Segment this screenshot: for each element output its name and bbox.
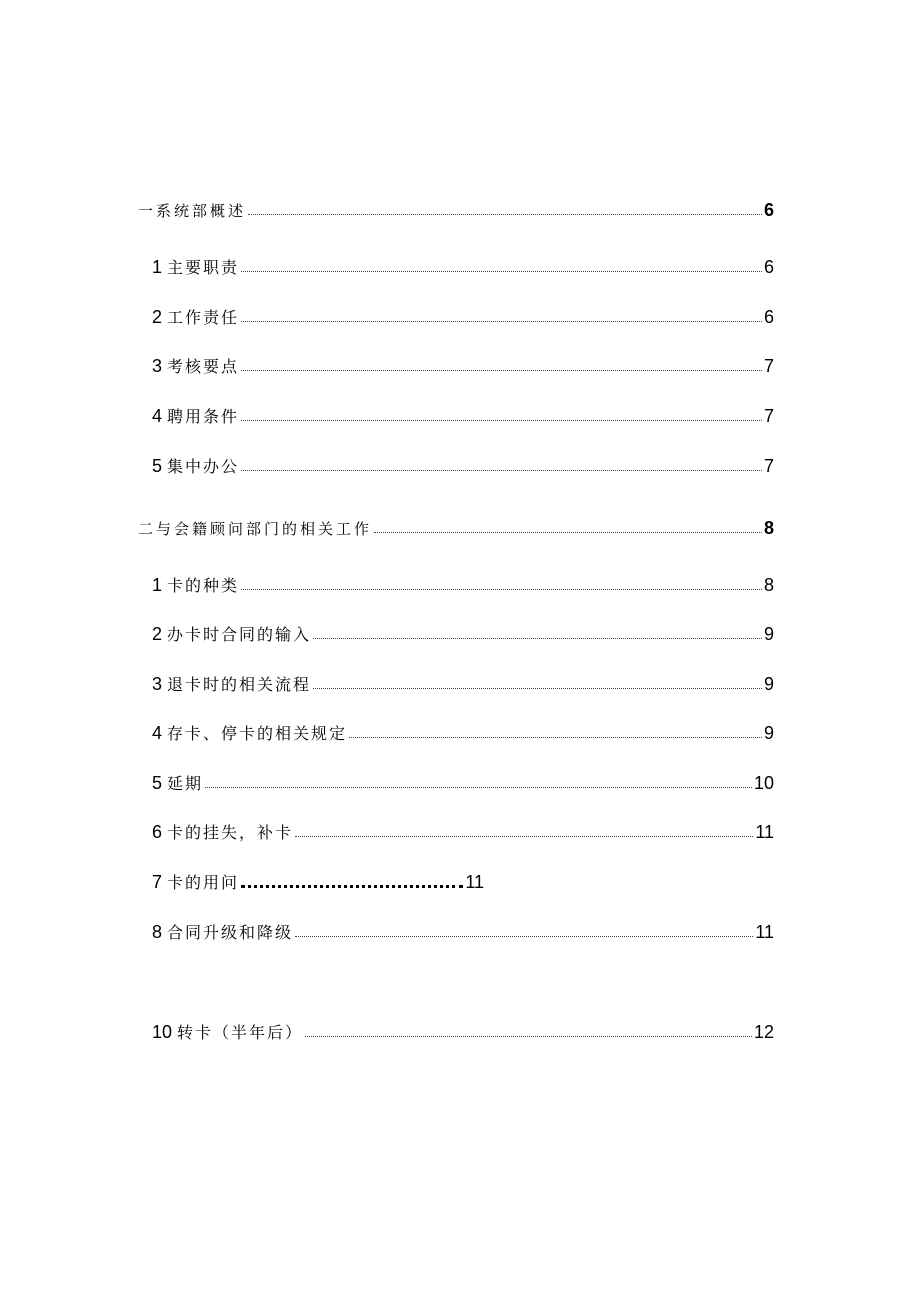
leader-dots bbox=[248, 214, 762, 215]
leader-dots bbox=[241, 885, 463, 888]
toc-entry-page: 9 bbox=[763, 624, 774, 644]
toc-entry[interactable] bbox=[152, 818, 774, 846]
toc-entry-title: 工作责任 bbox=[167, 308, 240, 327]
leader-dots bbox=[374, 532, 762, 533]
toc-entry-page: 11 bbox=[755, 822, 774, 842]
toc-entry-number: 4 bbox=[152, 723, 163, 743]
toc-entry[interactable] bbox=[138, 196, 774, 224]
toc-entry-page: 11 bbox=[465, 872, 484, 892]
toc-entry-number: 7 bbox=[152, 872, 163, 892]
toc-entry-page: 10 bbox=[753, 773, 774, 793]
toc-entry-number: 5 bbox=[152, 773, 163, 793]
leader-dots bbox=[313, 638, 762, 639]
toc-entry-title: 一系统部概述 bbox=[138, 202, 247, 220]
toc-entry-number: 8 bbox=[152, 922, 163, 942]
toc-entry-title: 卡的挂失，补卡 bbox=[167, 823, 294, 842]
toc-entry-title: 存卡、停卡的相关规定 bbox=[167, 724, 348, 743]
toc-entry-title: 转卡（半年后） bbox=[177, 1023, 304, 1042]
toc-entry-number: 1 bbox=[152, 575, 163, 595]
toc-entry-number: 10 bbox=[152, 1022, 173, 1042]
toc-entry-page: 6 bbox=[763, 307, 774, 327]
toc-entry-number: 3 bbox=[152, 356, 163, 376]
toc-entry[interactable] bbox=[152, 303, 774, 331]
toc-entry[interactable] bbox=[152, 918, 774, 946]
toc-entry[interactable] bbox=[152, 620, 774, 648]
toc-entry-title: 合同升级和降级 bbox=[167, 923, 294, 942]
toc-entry-title: 办卡时合同的输入 bbox=[167, 625, 312, 644]
leader-dots bbox=[295, 836, 753, 837]
toc-entry[interactable] bbox=[152, 719, 774, 747]
toc-entry-title: 卡的种类 bbox=[167, 576, 240, 595]
toc-entry-page: 8 bbox=[763, 575, 774, 595]
toc-entry-page: 8 bbox=[763, 518, 774, 538]
toc-entry-number: 2 bbox=[152, 624, 163, 644]
toc-entry-number: 6 bbox=[152, 822, 163, 842]
toc-entry-page: 6 bbox=[763, 200, 774, 220]
leader-dots bbox=[241, 589, 762, 590]
leader-dots bbox=[241, 470, 762, 471]
toc-entry-number: 4 bbox=[152, 406, 163, 426]
toc-entry-page: 7 bbox=[763, 406, 774, 426]
toc-entry-page: 7 bbox=[763, 456, 774, 476]
toc-entry-title: 卡的用问 bbox=[167, 873, 240, 892]
toc-entry-title: 二与会籍顾问部门的相关工作 bbox=[138, 520, 373, 538]
leader-dots bbox=[313, 688, 762, 689]
toc-entry-number: 3 bbox=[152, 674, 163, 694]
toc-entry-page: 6 bbox=[763, 257, 774, 277]
leader-dots bbox=[305, 1036, 752, 1037]
toc-entry[interactable] bbox=[152, 452, 774, 480]
leader-dots bbox=[241, 370, 762, 371]
toc-entry[interactable] bbox=[152, 571, 774, 599]
leader-dots bbox=[349, 737, 762, 738]
toc-entry-page: 11 bbox=[755, 922, 774, 942]
leader-dots bbox=[295, 936, 753, 937]
toc-entry-title: 延期 bbox=[167, 774, 204, 793]
toc-entry-number: 1 bbox=[152, 257, 163, 277]
toc-entry[interactable] bbox=[152, 670, 774, 698]
toc-entry-title: 考核要点 bbox=[167, 357, 240, 376]
toc-entry[interactable] bbox=[152, 253, 774, 281]
leader-dots bbox=[205, 787, 752, 788]
toc-entry[interactable] bbox=[152, 402, 774, 430]
toc-entry[interactable] bbox=[152, 352, 774, 380]
toc-entry-page: 9 bbox=[763, 723, 774, 743]
toc-entry[interactable] bbox=[152, 1018, 774, 1046]
toc-entry-number: 2 bbox=[152, 307, 163, 327]
leader-dots bbox=[241, 321, 762, 322]
toc-entry-title: 集中办公 bbox=[167, 457, 240, 476]
toc-entry[interactable] bbox=[152, 769, 774, 797]
toc-entry[interactable] bbox=[152, 868, 484, 896]
toc-entry-title: 聘用条件 bbox=[167, 407, 240, 426]
toc-entry-number: 5 bbox=[152, 456, 163, 476]
leader-dots bbox=[241, 420, 762, 421]
toc-entry-title: 主要职责 bbox=[167, 258, 240, 277]
toc-entry-page: 7 bbox=[763, 356, 774, 376]
toc-entry-page: 12 bbox=[753, 1022, 774, 1042]
toc-entry-title: 退卡时的相关流程 bbox=[167, 675, 312, 694]
leader-dots bbox=[241, 271, 762, 272]
toc-entry[interactable] bbox=[138, 514, 774, 542]
toc-entry-page: 9 bbox=[763, 674, 774, 694]
